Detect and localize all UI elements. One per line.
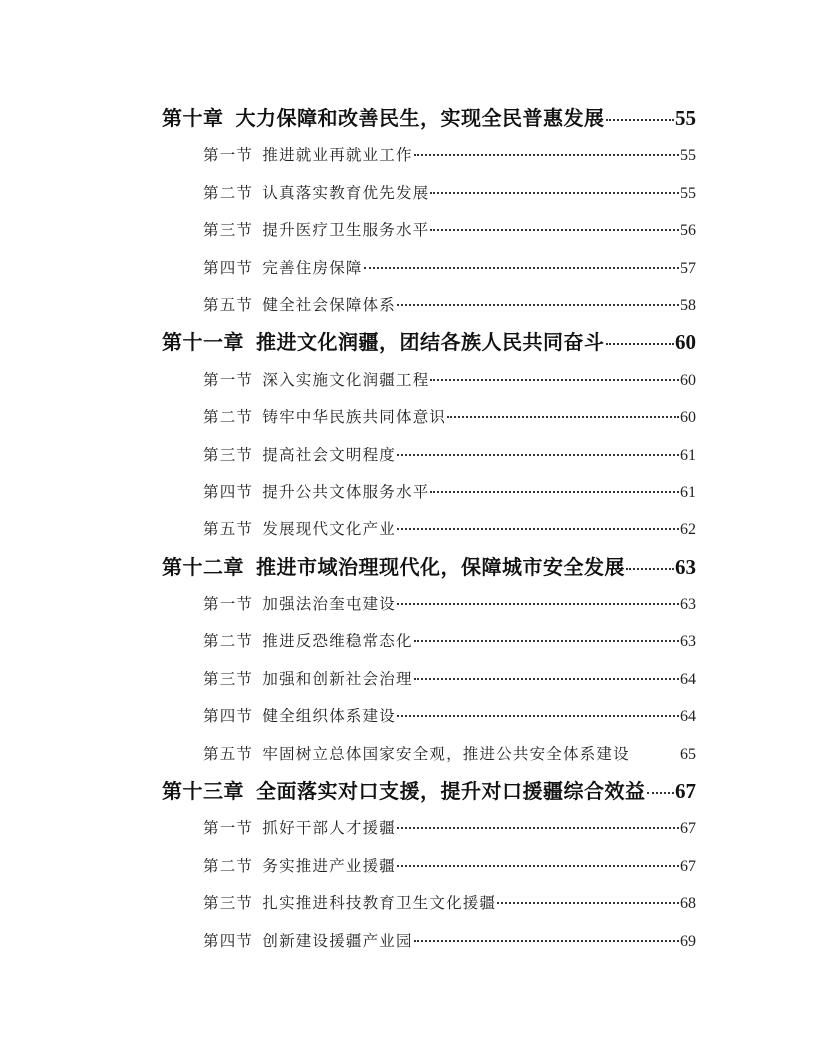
dot-leader xyxy=(430,379,679,381)
section-label: 第三节 xyxy=(203,445,254,464)
dot-leader xyxy=(364,267,679,269)
section-label: 第二节 xyxy=(203,632,254,651)
toc-section-entry[interactable] xyxy=(162,923,696,960)
section-title: 加强和创新社会治理 xyxy=(262,669,413,688)
section-label: 第一节 xyxy=(203,146,254,165)
section-page-number: 64 xyxy=(680,708,696,726)
toc-section-entry[interactable] xyxy=(162,399,696,436)
section-page-number: 67 xyxy=(680,820,696,838)
toc-section-entry[interactable] xyxy=(162,212,696,249)
toc-section-entry[interactable] xyxy=(162,137,696,174)
dot-leader xyxy=(397,454,679,456)
chapter-title: 推进市域治理现代化，保障城市安全发展 xyxy=(256,554,625,579)
section-title: 提升医疗卫生服务水平 xyxy=(262,221,430,240)
chapter-page-number: 55 xyxy=(675,106,696,130)
section-page-number: 69 xyxy=(680,932,696,950)
section-label: 第二节 xyxy=(203,183,254,202)
dot-leader xyxy=(414,640,679,642)
table-of-contents xyxy=(162,100,696,960)
toc-section-entry[interactable] xyxy=(162,474,696,511)
dot-leader xyxy=(430,491,679,493)
section-label: 第二节 xyxy=(203,856,254,875)
section-title: 推进反恐维稳常态化 xyxy=(262,632,413,651)
chapter-page-number: 63 xyxy=(675,554,696,579)
section-label: 第四节 xyxy=(203,707,254,726)
chapter-title: 推进文化润疆，团结各族人民共同奋斗 xyxy=(256,330,605,355)
chapter-label: 第十章 xyxy=(162,106,224,130)
section-title: 提高社会文明程度 xyxy=(262,445,397,464)
dot-leader xyxy=(606,343,675,345)
dot-leader xyxy=(397,603,679,605)
toc-section-entry[interactable] xyxy=(162,661,696,698)
toc-section-entry[interactable] xyxy=(162,885,696,922)
toc-chapter-entry[interactable] xyxy=(162,100,696,137)
toc-section-entry[interactable] xyxy=(162,848,696,885)
toc-section-entry[interactable] xyxy=(162,511,696,548)
toc-section-entry[interactable] xyxy=(162,698,696,735)
section-title: 加强法治奎屯建设 xyxy=(262,595,397,614)
section-page-number: 65 xyxy=(680,745,696,763)
section-title: 完善住房保障 xyxy=(262,258,363,277)
dot-leader xyxy=(430,229,679,231)
section-label: 第五节 xyxy=(203,520,254,539)
chapter-heading xyxy=(162,773,646,810)
toc-chapter-entry[interactable] xyxy=(162,549,696,586)
chapter-title: 全面落实对口支援，提升对口援疆综合效益 xyxy=(256,779,646,804)
dot-leader xyxy=(414,154,679,156)
chapter-label: 第十三章 xyxy=(162,779,244,804)
section-page-number: 60 xyxy=(680,371,696,389)
chapter-page-number: 60 xyxy=(675,330,696,355)
section-page-number: 68 xyxy=(680,895,696,913)
section-label: 第四节 xyxy=(203,258,254,277)
section-title: 深入实施文化润疆工程 xyxy=(262,370,430,389)
section-title: 铸牢中华民族共同体意识 xyxy=(262,408,447,427)
toc-section-entry[interactable] xyxy=(162,287,696,324)
section-title: 抓好干部人才援疆 xyxy=(262,819,397,838)
section-page-number: 58 xyxy=(680,296,696,314)
section-label: 第一节 xyxy=(203,819,254,838)
dot-leader xyxy=(397,827,679,829)
dot-leader xyxy=(626,568,674,570)
section-title: 健全社会保障体系 xyxy=(262,295,397,314)
section-page-number: 60 xyxy=(680,409,696,427)
chapter-label: 第十一章 xyxy=(162,330,244,355)
chapter-page-number: 67 xyxy=(675,779,696,804)
section-title: 扎实推进科技教育卫生文化援疆 xyxy=(262,894,497,913)
dot-leader xyxy=(606,119,675,121)
section-title: 健全组织体系建设 xyxy=(262,707,397,726)
section-page-number: 57 xyxy=(680,259,696,277)
section-page-number: 64 xyxy=(680,670,696,688)
toc-section-entry[interactable] xyxy=(162,175,696,212)
dot-leader xyxy=(414,678,679,680)
section-page-number: 56 xyxy=(680,222,696,240)
toc-section-entry[interactable] xyxy=(162,623,696,660)
section-label: 第三节 xyxy=(203,669,254,688)
section-title: 推进就业再就业工作 xyxy=(262,146,413,165)
dot-leader xyxy=(397,715,679,717)
section-title: 发展现代文化产业 xyxy=(262,520,397,539)
dot-leader xyxy=(414,940,679,942)
toc-section-entry[interactable] xyxy=(162,736,696,773)
dot-leader xyxy=(397,304,679,306)
dot-leader xyxy=(447,416,679,418)
section-page-number: 61 xyxy=(680,446,696,464)
section-page-number: 62 xyxy=(680,521,696,539)
toc-section-entry[interactable] xyxy=(162,250,696,287)
section-label: 第二节 xyxy=(203,408,254,427)
section-label: 第一节 xyxy=(203,370,254,389)
section-page-number: 55 xyxy=(680,184,696,202)
section-label: 第一节 xyxy=(203,595,254,614)
section-label: 第四节 xyxy=(203,482,254,501)
chapter-heading xyxy=(162,549,625,586)
toc-section-entry[interactable] xyxy=(162,362,696,399)
chapter-heading xyxy=(162,324,605,361)
section-page-number: 67 xyxy=(680,857,696,875)
section-label: 第三节 xyxy=(203,221,254,240)
dot-leader xyxy=(497,902,679,904)
dot-leader xyxy=(647,792,675,794)
dot-leader xyxy=(397,528,679,530)
section-title: 务实推进产业援疆 xyxy=(262,856,397,875)
chapter-heading xyxy=(162,100,605,137)
section-page-number: 63 xyxy=(680,596,696,614)
section-title: 创新建设援疆产业园 xyxy=(262,931,413,950)
section-title: 牢固树立总体国家安全观，推进公共安全体系建设 xyxy=(262,744,630,763)
toc-chapter-entry[interactable] xyxy=(162,773,696,810)
toc-chapter-entry[interactable] xyxy=(162,324,696,361)
section-page-number: 55 xyxy=(680,147,696,165)
section-label: 第五节 xyxy=(203,295,254,314)
chapter-title: 大力保障和改善民生，实现全民普惠发展 xyxy=(235,106,605,130)
toc-section-entry[interactable] xyxy=(162,810,696,847)
dot-leader xyxy=(397,865,679,867)
section-label: 第三节 xyxy=(203,894,254,913)
section-page-number: 61 xyxy=(680,483,696,501)
section-title: 认真落实教育优先发展 xyxy=(262,183,430,202)
toc-section-entry[interactable] xyxy=(162,437,696,474)
toc-section-entry[interactable] xyxy=(162,586,696,623)
section-label: 第五节 xyxy=(203,744,254,763)
chapter-label: 第十二章 xyxy=(162,554,244,579)
section-label: 第四节 xyxy=(203,931,254,950)
section-title: 提升公共文体服务水平 xyxy=(262,482,430,501)
dot-leader xyxy=(430,192,679,194)
section-page-number: 63 xyxy=(680,633,696,651)
